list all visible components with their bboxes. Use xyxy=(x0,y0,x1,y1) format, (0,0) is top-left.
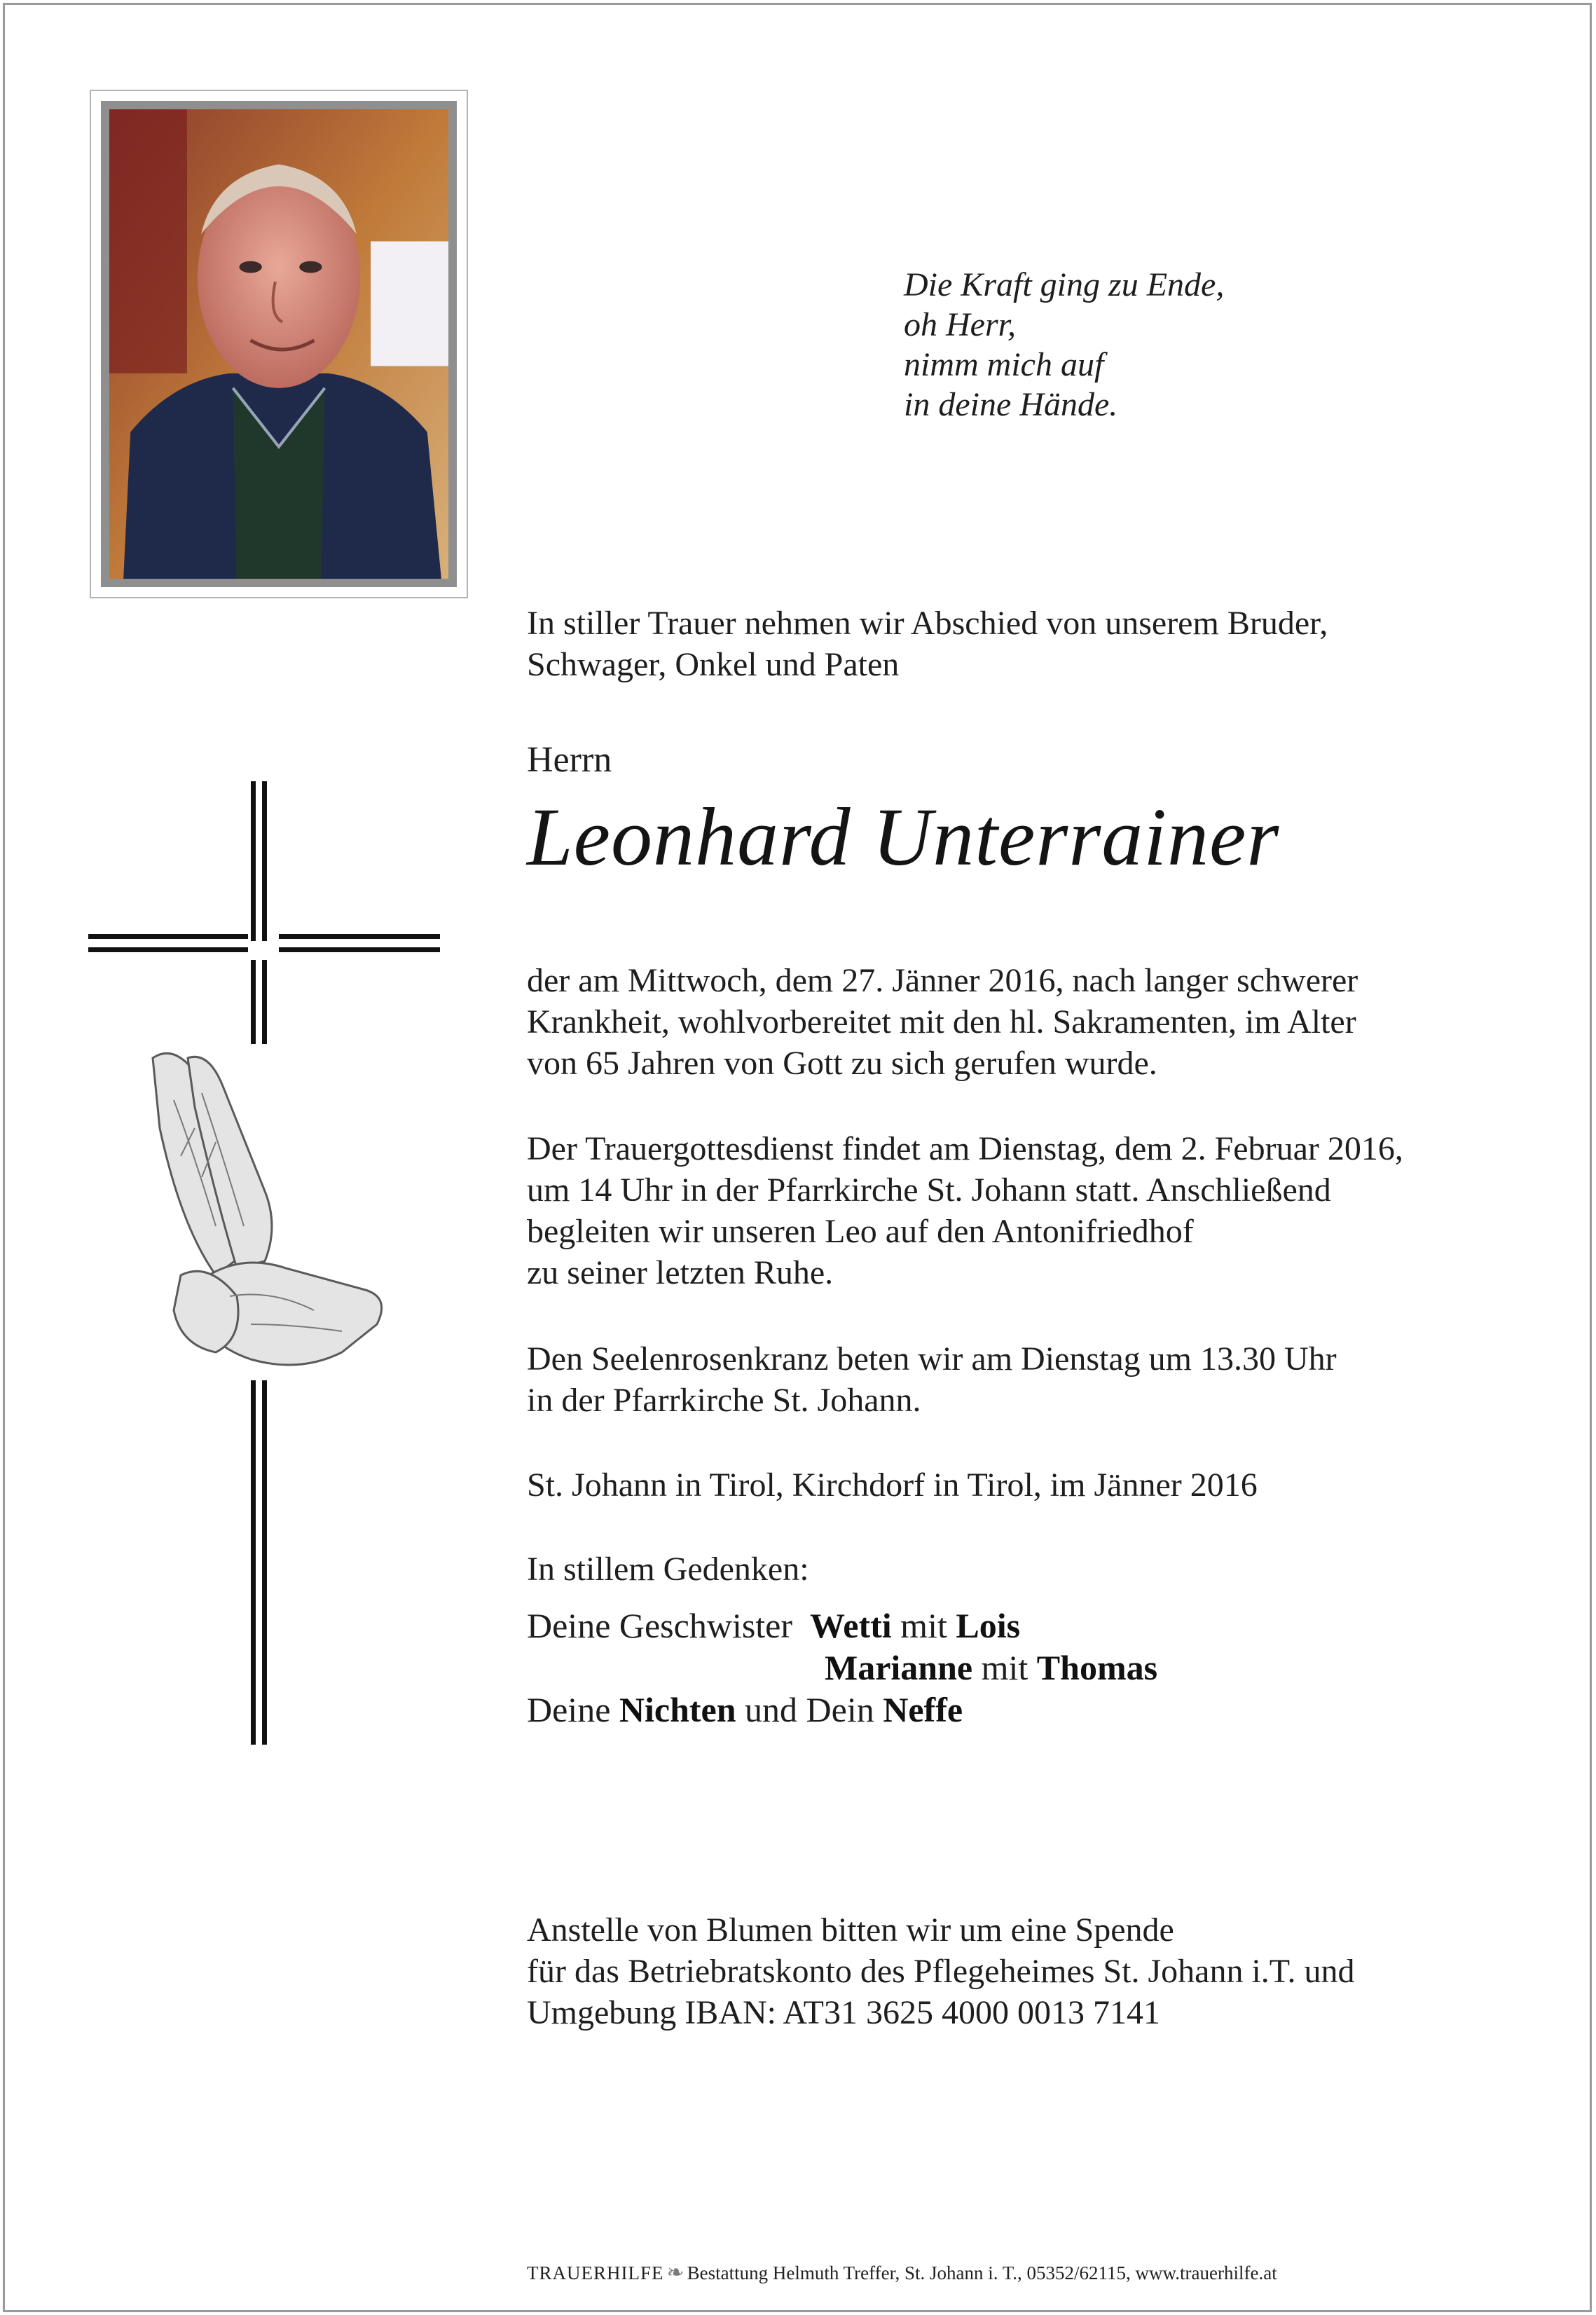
intro-line: In stiller Trauer nehmen wir Abschied von unserem Bruder, xyxy=(527,605,1328,642)
cross-line xyxy=(251,781,256,941)
intro-text xyxy=(527,603,1328,685)
family-row xyxy=(527,1605,1157,1647)
nieces-label: Nichten xyxy=(619,1690,736,1729)
verse-line: Die Kraft ging zu Ende, xyxy=(904,266,1225,303)
portrait-image xyxy=(109,109,448,579)
connector: mit xyxy=(900,1606,947,1645)
footer-brand: TRAUERHILFE xyxy=(527,2262,664,2283)
funeral-info xyxy=(527,1128,1403,1293)
sibling-name: Marianne xyxy=(825,1648,973,1687)
funeral-line: um 14 Uhr in der Pfarrkirche St. Johann statt. Anschließend xyxy=(527,1172,1331,1209)
donation-line: für das Betriebratskonto des Pflegeheimes St. Johann i.T. und xyxy=(527,1953,1355,1990)
intro-line: Schwager, Onkel und Paten xyxy=(527,646,900,683)
death-notice-line: von 65 Jahren von Gott zu sich gerufen wurde. xyxy=(527,1045,1157,1082)
family-middle: und Dein xyxy=(745,1690,874,1729)
donation-request xyxy=(527,1909,1355,2033)
partner-name: Lois xyxy=(956,1606,1021,1645)
rosary-info xyxy=(527,1338,1337,1421)
praying-hands-icon xyxy=(132,1044,398,1380)
siblings-label: Deine Geschwister xyxy=(527,1606,793,1645)
funeral-line: begleiten wir unseren Leo auf den Antonifriedhof xyxy=(527,1213,1194,1250)
rosary-line: Den Seelenrosenkranz beten wir am Dienstag um 13.30 Uhr xyxy=(527,1340,1337,1378)
partner-name: Thomas xyxy=(1036,1648,1158,1687)
funeral-line: Der Trauergottesdienst findet am Dienstag, dem 2. Februar 2016, xyxy=(527,1130,1403,1167)
leaf-icon: ❧ xyxy=(666,2261,685,2284)
verse-line: in deine Hände. xyxy=(904,386,1118,423)
death-notice-line: Krankheit, wohlvorbereitet mit den hl. Sakramenten, im Alter xyxy=(527,1003,1356,1040)
verse-line: oh Herr, xyxy=(904,306,1017,343)
deceased-name: Leonhard Unterrainer xyxy=(527,791,1280,883)
family-prefix: Deine xyxy=(527,1690,611,1729)
in-memory-heading: In stillem Gedenken: xyxy=(527,1551,809,1588)
funeral-line: zu seiner letzten Ruhe. xyxy=(527,1254,834,1291)
verse-line: nimm mich auf xyxy=(904,346,1104,383)
connector: mit xyxy=(981,1648,1029,1687)
cross-line xyxy=(279,934,440,939)
footer-text: Bestattung Helmuth Treffer, St. Johann i. T., 05352/62115, www.trauerhilfe.at xyxy=(687,2262,1277,2283)
rosary-line: in der Pfarrkirche St. Johann. xyxy=(527,1382,921,1419)
cross-line xyxy=(88,934,248,939)
cross-line xyxy=(262,781,267,941)
place-and-date: St. Johann in Tirol, Kirchdorf in Tirol, im Jänner 2016 xyxy=(527,1466,1258,1504)
photo-frame xyxy=(101,101,457,587)
family-list xyxy=(527,1605,1157,1731)
family-row xyxy=(527,1689,1157,1731)
death-notice xyxy=(527,960,1358,1084)
donation-line: Umgebung IBAN: AT31 3625 4000 0013 7141 xyxy=(527,1994,1160,2031)
family-row xyxy=(527,1647,1157,1689)
cross-line xyxy=(88,947,248,952)
nephew-label: Neffe xyxy=(883,1690,963,1729)
death-notice-line: der am Mittwoch, dem 27. Jänner 2016, nach langer schwerer xyxy=(527,962,1358,999)
portrait-photo xyxy=(90,90,468,598)
sibling-name: Wetti xyxy=(810,1606,892,1645)
cross-line xyxy=(279,947,440,952)
verse xyxy=(904,265,1224,425)
salutation: Herrn xyxy=(527,740,612,780)
footer xyxy=(527,2262,1277,2284)
donation-line: Anstelle von Blumen bitten wir um eine Spende xyxy=(527,1911,1174,1949)
